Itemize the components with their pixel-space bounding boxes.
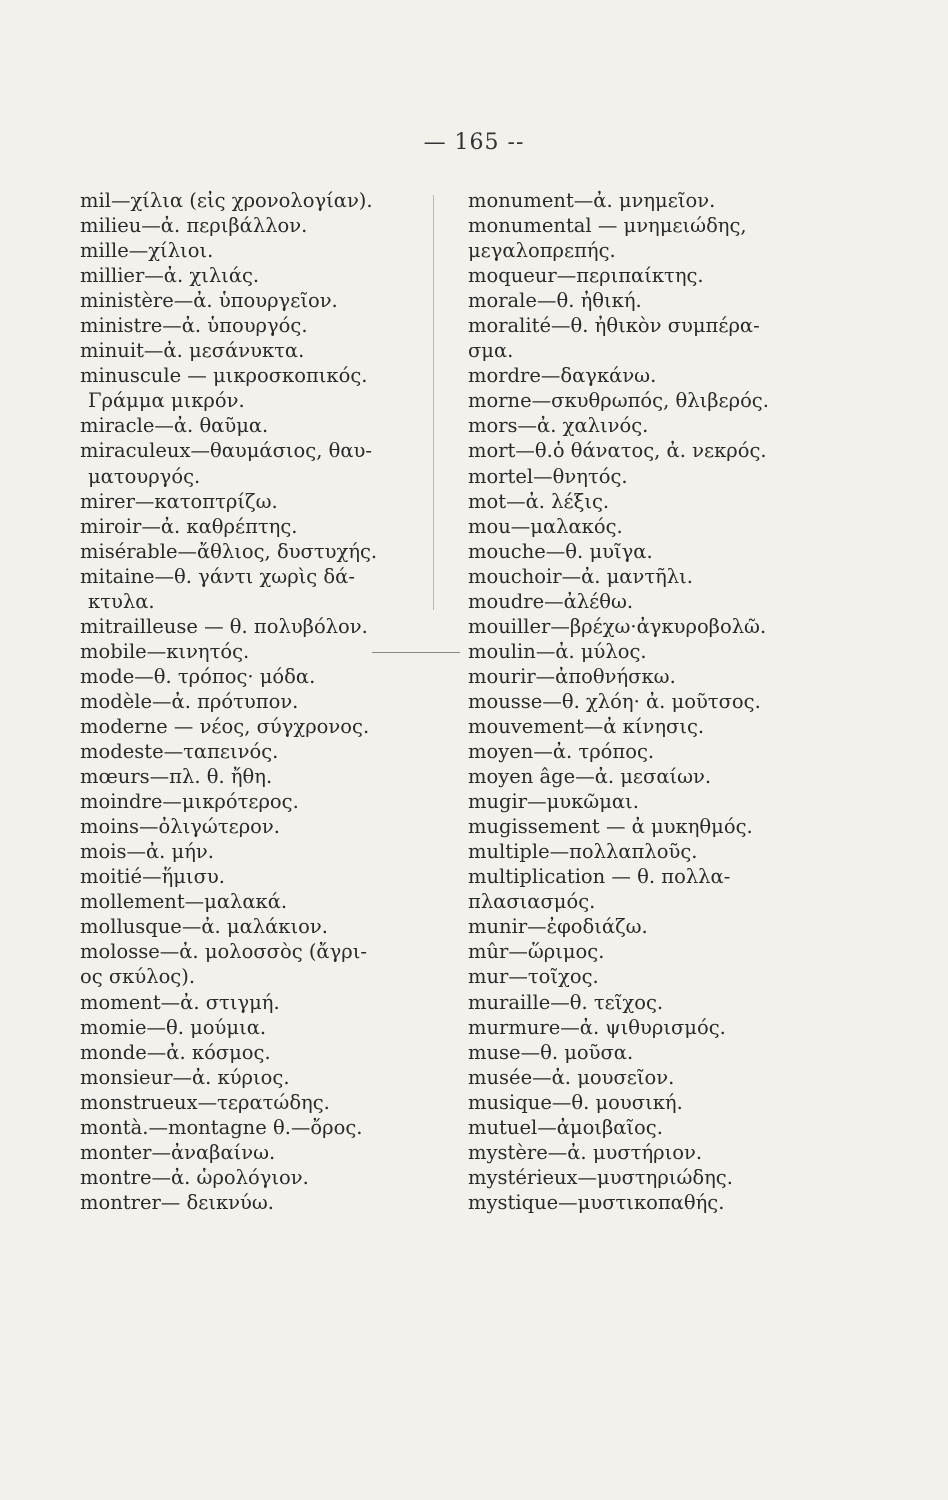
dictionary-entry: moulin—ἀ. μύλος. [468,639,647,663]
dictionary-entry: monter—ἀναβαίνω. [80,1140,276,1164]
dictionary-entry: mystique—μυστικοπαθής. [468,1190,725,1214]
dictionary-entry: mitaine—θ. γάντι χωρὶς δά- [80,564,355,588]
dictionary-entry: mordre—δαγκάνω. [468,364,657,388]
dictionary-entry: moment—ἀ. στιγμή. [80,990,280,1014]
dictionary-entry: mortel—θνητός. [468,464,628,488]
dictionary-entry: mors—ἀ. χαλινός. [468,414,649,438]
dictionary-entry: mouche—θ. μυῖγα. [468,539,653,563]
dictionary-entry: minuscule — μικροσκοπικός. [80,364,368,388]
dictionary-entry: montre—ἀ. ὡρολόγιον. [80,1165,309,1189]
dictionary-entry: mobile—κινητός. [80,639,250,663]
dictionary-entry: ministre—ἀ. ὑπουργός. [80,314,308,338]
dictionary-entry: Γράμμα μικρόν. [88,389,245,413]
dictionary-entry: mois—ἀ. μήν. [80,840,214,864]
dictionary-entry: mousse—θ. χλόη· ἀ. μοῦτσος. [468,689,761,713]
dictionary-entry: moitié—ἥμισυ. [80,865,225,889]
dictionary-entry: ματουργός. [88,464,201,488]
dictionary-entry: mitrailleuse — θ. πολυβόλον. [80,614,368,638]
dictionary-entry: misérable—ἄθλιος, δυστυχής. [80,539,378,563]
dictionary-entry: milieu—ἀ. περιβάλλον. [80,214,308,238]
dictionary-entry: modeste—ταπεινός. [80,740,279,764]
dictionary-entry: moderne — νέος, σύγχρονος. [80,714,370,738]
dictionary-entry: mode—θ. τρόπος· μόδα. [80,664,316,688]
dictionary-entry: morale—θ. ἠθική. [468,289,642,313]
dictionary-entry: σμα. [468,339,514,363]
dictionary-entry: mirer—κατοπτρίζω. [80,489,278,513]
dictionary-entry: munir—ἐφοδιάζω. [468,915,648,939]
dictionary-entry: mystérieux—μυστηριώδης. [468,1165,733,1189]
dictionary-entry: mouiller—βρέχω·ἀγκυροβολῶ. [468,614,767,638]
dictionary-entry: moins—ὀλιγώτερον. [80,815,280,839]
dictionary-entry: minuit—ἀ. μεσάνυκτα. [80,339,305,363]
dictionary-entry: mûr—ὥριμος. [468,940,605,964]
dictionary-entry: moindre—μικρότερος. [80,790,299,814]
dictionary-entry: miraculeux—θαυμάσιος, θαυ- [80,439,372,463]
dictionary-entry: molosse—ἀ. μολοσσὸς (ἄγρι- [80,940,367,964]
dictionary-entry: mystère—ἀ. μυστήριον. [468,1140,703,1164]
dictionary-entry: mugir—μυκῶμαι. [468,790,639,814]
column-divider [433,195,434,610]
dictionary-entry: πλασιασμός. [468,890,596,914]
dictionary-entry: millier—ἀ. χιλιάς. [80,264,260,288]
dictionary-entry: muse—θ. μοῦσα. [468,1040,634,1064]
dictionary-entry: mœurs—πλ. θ. ἤθη. [80,765,273,789]
dictionary-entry: moyen âge—ἀ. μεσαίων. [468,765,712,789]
dictionary-entry: mil—χίλια (εἰς χρονολογίαν). [80,189,373,212]
dictionary-entry: mutuel—ἀμοιβαῖος. [468,1115,663,1139]
dictionary-entry: mouvement—ἀ κίνησις. [468,714,705,738]
dictionary-entry: monument—ἀ. μνημεῖον. [468,189,716,212]
dictionary-entry: moyen—ἀ. τρόπος. [468,740,655,764]
dictionary-entry: mille—χίλιοι. [80,239,214,263]
dictionary-entry: musée—ἀ. μουσεῖον. [468,1065,675,1089]
dictionary-entry: miracle—ἀ. θαῦμα. [80,414,269,438]
dictionary-entry: morne—σκυθρωπός, θλιβερός. [468,389,769,413]
dictionary-entry: modèle—ἀ. πρότυπον. [80,689,299,713]
dictionary-entry: monstrueux—τερατώδης. [80,1090,330,1114]
dictionary-entry: multiplication — θ. πολλα- [468,865,731,889]
dictionary-entry: muraille—θ. τεῖχος. [468,990,664,1014]
dictionary-entry: monumental — μνημειώδης, [468,214,747,238]
dictionary-entry: ος σκύλος). [80,965,196,989]
dictionary-entry: mugissement — ἀ μυκηθμός. [468,815,753,839]
dictionary-entry: murmure—ἀ. ψιθυρισμός. [468,1015,726,1039]
dictionary-entry: momie—θ. μούμια. [80,1015,267,1039]
dictionary-entry: mur—τοῖχος. [468,965,599,989]
dictionary-entry: montrer— δεικνύω. [80,1190,274,1214]
bottom-rule [372,652,460,653]
dictionary-entry: κτυλα. [88,589,155,613]
page-number: — 165 -- [423,130,525,155]
dictionary-entry: mollement—μαλακά. [80,890,288,914]
dictionary-entry: moralité—θ. ἠθικὸν συμπέρα- [468,314,760,338]
dictionary-entry: musique—θ. μουσική. [468,1090,683,1114]
left-column [80,188,420,1215]
dictionary-entry: monsieur—ἀ. κύριος. [80,1065,290,1089]
dictionary-entry: multiple—πολλαπλοῦς. [468,840,698,864]
dictionary-entry: mort—θ.ὁ θάνατος, ἀ. νεκρός. [468,439,767,463]
dictionary-entry: monde—ἀ. κόσμος. [80,1040,271,1064]
dictionary-entry: μεγαλοπρεπής. [468,239,616,263]
dictionary-entry: montà.—montagne θ.—ὄρος. [80,1115,363,1139]
dictionary-entry: ministère—ἀ. ὑπουργεῖον. [80,289,338,313]
dictionary-entry: mourir—ἀποθνήσκω. [468,664,676,688]
dictionary-entry: mouchoir—ἀ. μαντῆλι. [468,564,694,588]
right-column [468,188,808,1215]
dictionary-entry: mou—μαλακός. [468,514,623,538]
dictionary-entry: moqueur—περιπαίκτης. [468,264,704,288]
dictionary-entry: mot—ἀ. λέξις. [468,489,610,513]
dictionary-entry: moudre—ἀλέθω. [468,589,634,613]
dictionary-entry: miroir—ἀ. καθρέπτης. [80,514,298,538]
dictionary-entry: mollusque—ἀ. μαλάκιον. [80,915,328,939]
